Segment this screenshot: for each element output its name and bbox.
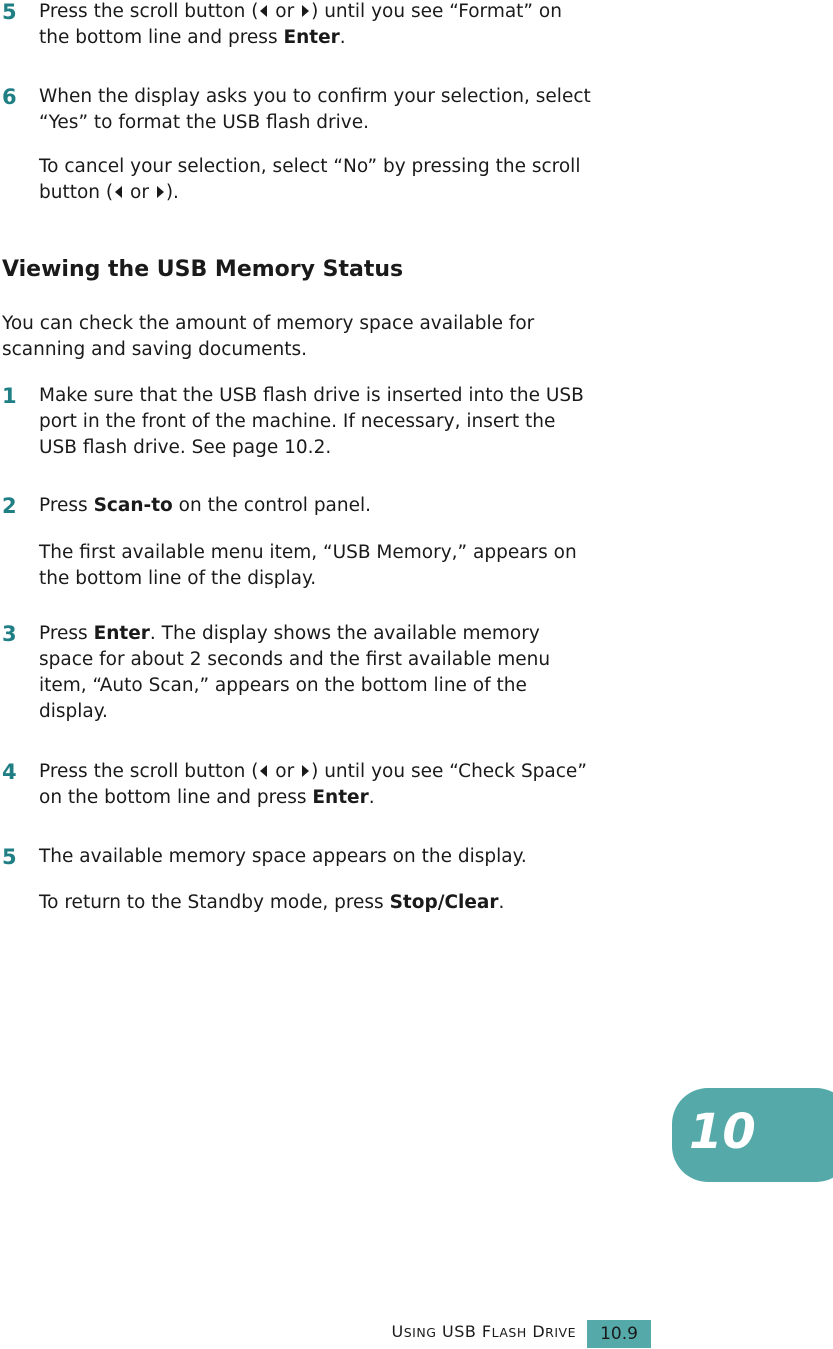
footer-title-part: LASH	[491, 1325, 527, 1340]
step-text-line: “Yes” to format the USB flash drive.	[39, 112, 370, 133]
key-enter: Enter	[93, 623, 150, 644]
step-text	[39, 493, 639, 519]
key-enter: Enter	[283, 27, 340, 48]
footer-section-title	[360, 1322, 576, 1341]
step-text-part: ) until you see “Check Space”	[311, 761, 587, 782]
step-text-part: Press the scroll button (	[39, 1, 259, 22]
step-text-line: The available memory space appears on the display.	[39, 846, 527, 867]
step-text-part: button (	[39, 182, 114, 203]
step-text-part: . The display shows the available memory	[149, 623, 540, 644]
intro-line: You can check the amount of memory space available for	[2, 313, 535, 334]
step-text-part: on the bottom line and press	[39, 787, 313, 808]
step-text-line: When the display asks you to confirm your selection, select	[39, 86, 591, 107]
step-number: 3	[2, 622, 17, 646]
intro-line: scanning and saving documents.	[2, 339, 308, 360]
scroll-right-icon	[302, 765, 309, 777]
scroll-left-icon	[260, 765, 267, 777]
step-text	[39, 0, 639, 51]
step-number: 4	[2, 760, 17, 784]
step-note	[39, 890, 639, 916]
step-note-line: To cancel your selection, select “No” by pressing the scroll	[39, 156, 581, 177]
key-stop-clear: Stop/Clear	[389, 892, 499, 913]
step-text-part: the bottom line and press	[39, 27, 284, 48]
footer-title-part: D	[526, 1322, 546, 1341]
step-number: 5	[2, 845, 17, 869]
scroll-right-icon	[157, 186, 164, 198]
step-note	[39, 154, 639, 206]
step-number: 5	[2, 0, 17, 24]
step-text-part: ) until you see “Format” on	[311, 1, 562, 22]
step-note	[39, 540, 639, 592]
step-text	[39, 84, 639, 136]
scroll-right-icon	[302, 5, 309, 17]
chapter-number: 10	[689, 1104, 756, 1160]
key-scan-to: Scan-to	[93, 495, 173, 516]
scroll-left-icon	[260, 5, 267, 17]
step-text-line: item, “Auto Scan,” appears on the bottom line of the	[39, 675, 527, 696]
section-intro	[2, 311, 642, 363]
step-note-line: the bottom line of the display.	[39, 568, 317, 589]
footer-title-part: U	[391, 1322, 404, 1341]
step-note-line: The first available menu item, “USB Memory,” appears on	[39, 542, 577, 563]
step-text-line: port in the front of the machine. If necessary, insert the	[39, 411, 556, 432]
section-heading: Viewing the USB Memory Status	[2, 257, 404, 282]
step-text-part: .	[498, 892, 505, 913]
step-number: 2	[2, 494, 17, 518]
step-text-line: Make sure that the USB flash drive is inserted into the USB	[39, 385, 584, 406]
step-text-part: ).	[165, 182, 179, 203]
key-enter: Enter	[312, 787, 369, 808]
step-text-part: Press	[39, 495, 94, 516]
step-text-part: Press	[39, 623, 94, 644]
step-text-part: or	[269, 1, 301, 22]
step-text-part: or	[269, 761, 301, 782]
step-text	[39, 621, 639, 725]
step-text-part: Press the scroll button (	[39, 761, 259, 782]
footer-title-part: USB	[436, 1322, 482, 1341]
scroll-left-icon	[115, 186, 122, 198]
step-number: 1	[2, 384, 17, 408]
step-text-part: or	[124, 182, 155, 203]
step-number: 6	[2, 85, 17, 109]
step-text-line: display.	[39, 701, 108, 722]
step-text	[39, 844, 639, 870]
footer-title-part: RIVE	[545, 1325, 576, 1340]
step-text-part: .	[368, 787, 375, 808]
page-number: 10.9	[587, 1320, 651, 1348]
footer-title-part: F	[481, 1322, 492, 1341]
step-text-line: USB flash drive. See page 10.2.	[39, 437, 332, 458]
step-text-line: space for about 2 seconds and the first available menu	[39, 649, 551, 670]
step-text-part: .	[339, 27, 346, 48]
step-text-part: on the control panel.	[172, 495, 372, 516]
footer-title-part: SING	[403, 1325, 437, 1340]
step-text	[39, 383, 639, 461]
step-text	[39, 759, 639, 811]
step-text-part: To return to the Standby mode, press	[39, 892, 390, 913]
